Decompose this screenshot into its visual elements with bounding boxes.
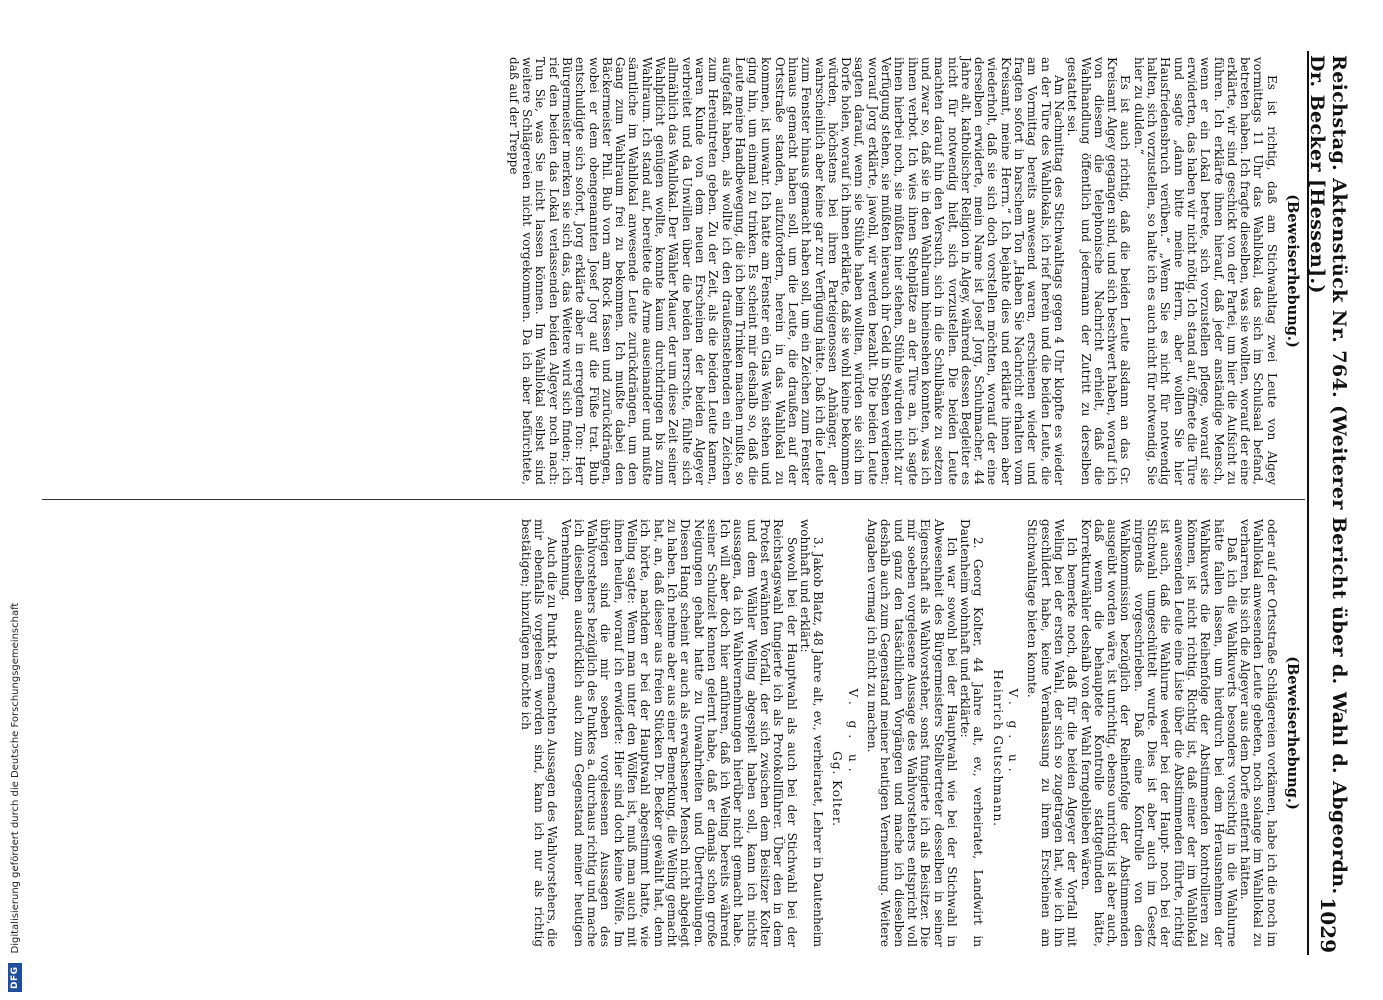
signature-formula: V. g. u. — [845, 688, 860, 778]
right-paragraph: Daß ich die Wahlkuverts besonders vorsichtig in die Wahlurne hätte fallen lassen, um hierdurch bei dem Herausnehmen der Wahlkuverts die Reihenfolge der Abstimmenden kontrollieren zu können, ist nicht richtig. Richtig ist, daß einer der im Wahllokal anwesenden Leute eine Liste über die Abstimmenden führte, richtig ist auch, daß die Wahlurne weder bei der Haupt- noch bei der Stichwahl umgeschüttelt wurde. Dies ist aber auch im Gesetz nirgends vorgeschrieben. Daß eine Kontrolle von den Wahlkommission bezüglich der Reihenfolge der Abstimmenden ausgeübt worden wäre, ist unrichtig, ebenso unrichtig ist aber auch, daß wenn die behauptete Kontrolle stattgefunden hätte, Korrekturwähler deshalb von der Wahl ferngeblieben wären. — [1078, 519, 1239, 947]
document-page — [30, 35, 1350, 965]
right-paragraph: oder auf der Ortsstraße Schlägereien vorkämen, habe ich die noch im Wahllokal anwesenden Leute gebeten, noch solange im Wahllokal zu verharren, bis sich die Algeyer aus dem Dorfe entfernt hätten. — [1238, 519, 1279, 947]
running-header — [1306, 55, 1350, 953]
right-paragraph: 3. Jakob Blatz, 48 Jahre alt, ev., verheiratet, Lehrer in Dautenheim wohnhaft und erklärt: — [797, 519, 826, 947]
signature-name: Gg. Kolter. — [830, 751, 845, 827]
left-column-heading: (Beweiserhebung.) — [1284, 194, 1301, 348]
signature-formula: V. g. u. — [1006, 688, 1021, 778]
right-paragraph: 2. Georg Kolter, 44 Jahre alt, ev., verheiratet, Landwirt in Dautenheim wohnhaft und erklärte: — [958, 519, 986, 947]
left-paragraph: Es ist richtig, daß am Stichwahltag zwei Leute von Algey vormittags 11 Uhr das Wahllokal, das sich im Schulsaal befand, betreten haben. Ich fragte dieselben, was sie wollten, worauf der eine erklärte, wir sind geschickt von der Partei, um hier die Aufsicht zu führen. Ich erklärte ihnen hierauf, daß jeder anständige Mensch, wenn er ein Lokal betrete, sich vorzustellen pflege, worauf sie erwiderten, das haben wir nicht nötig. Ich stand auf, öffnete die Türe und sagte „dann bitte meine Herrn, aber wollen Sie hier Hausfriedensbruch verüben.“ „Wenn Sie es nicht für notwendig halten, sich vorzustellen, so halte ich es auch nicht für notwendig, Sie hier zu dulden.“ — [1131, 57, 1279, 485]
right-column — [518, 519, 1305, 947]
right-paragraph: Ich bemerke noch, daß für die beiden Algeyer der Vorfall mit Weling bei der ersten Wahl, der sich so zugetragen hat, wie ich ihn geschildert habe, keine Veranlassung zu ihrem Erscheinen am Stichwahltage bieten konnte. — [1025, 519, 1080, 947]
dfg-logo: DFG — [8, 963, 22, 992]
signature-name: Heinrich Gutschmann. — [990, 669, 1005, 827]
right-column-heading: (Beweiserhebung.) — [1284, 656, 1301, 810]
footer — [0, 0, 30, 1000]
page-number: 1029 — [1316, 897, 1340, 953]
header-title: Reichstag. Aktenstück Nr. 764. (Weiterer Bericht über d. Wahl d. Abgeordn. Dr. Becker [Hessen].) — [1306, 55, 1350, 895]
left-column — [506, 57, 1305, 485]
header-rule — [1307, 51, 1309, 955]
left-paragraph: Am Nachmittag des Stichwahltags gegen 4 Uhr klopfte es wieder an der Türe des Wahllokals, ich rief herein und die beiden Leute, die am Vormittag bereits anwesend waren, erschienen wieder und fragten sofort in barschem Ton „Haben Sie Nachricht erhalten vom Kreisamt, meine Herrn.“ Ich bejahte dies und erklärte ihnen aber wiederholt, daß sie sich doch vorstellen möchten, worauf der eine derselben erwiderte, mein Name ist Josef Jorg, Schuhmacher, 44 Jahre alt, katholischer Religion in Algey, während dessen Begleiter es nicht für notwendig hielt, sich vorzustellen. Die beiden Leute machten darauf hin den Versuch, sich in die Schulbänke zu setzen und zwar so, daß sie in den Wahlraum hineinsehen konnten, was ich ihnen verbot. Ich wies ihnen Stehplätze an der Türe an, ich sagte ihnen hierbei noch, sie müßten hier stehen, Stühle würden nicht zur Verfügung stehen, sie müßten hierauch ihr Geld in Stehen verdienen; worauf Jorg erklärte, jawohl, wir werden bezahlt. Die beiden Leute sagten darauf, wenn sie Stühle haben wollten, würden sie sich im Dorfe holen, worauf ich ihnen erklärte, daß sie wohl keine bekommen würden, höchstens bei ihren Parteigenossen Anhänger, der wahrscheinlich aber keine gar zur Verfügung hätte. Daß ich die Leute zum Fenster hinaus gemacht haben soll, um ein Zeichen zum Fenster hinaus gemacht haben soll, um die Leute, die draußen auf der Ortsstraße standen, aufzufordern, herein in das Wahllokal zu kommen, ist unwahr. Ich hatte am Fenster ein Glas Wein stehen und ging hin, um einmal zu trinken. Es scheint mir deshalb so, daß die Leute meine Handbewegung, die ich beim Trinken machen mußte, so aufgefaßt haben, als wollte ich den draußenstehenden ein Zeichen zum Hereintreten geben. Zu der Zeit, als die beiden Leute kamen, waren Kunde von dem neuen Erscheinen der beiden Algeyer verbreitet und da Unwillen über die beiden herrschte, fühlte sich allmählich das Wahllokal. Der Wähler Mauer, der um diese Zeit seiner Wahlpflicht genügen wollte, konnte kaum durchdringen bis zum Wahlraum. Ich stand auf, bereitete die Arme auseinander und mußte sämtliche im Wahllokal anwesende Leute zurückdrängen, um den Gang zum Wahlraum frei zu bekommen. Ich mußte dabei den Bäckermeister Phil. Bub vorn am Rock fassen und zurückdrängen, wobei er dem obengenannten Josef Jorg auf die Füße trat. Bub entschuldigte sich sofort, Jorg erklärte aber in erregtem Ton: Herr Bürgermeister merken sie sich das, das Weitere wird sich finden; ich rief den beiden das Lokal verlassenden beiden Algeyer noch nach: Tun Sie, was Sie nicht lassen können. Im Wahllokal selbst sind weitere Schlägereien nicht vorgekommen. Da ich aber befürchtete, daß auf der Treppe — [506, 57, 1066, 485]
right-paragraph: Sowohl bei der Hauptwahl als auch bei der Stichwahl bei der Reichstagswahl fungierte ich als Protokollführer. Über den in dem Protest erwähnten Vorfall, der sich zwischen dem Beisitzer Kolter und dem Wähler Weling abgespielt haben soll, kann ich nichts aussagen, da ich Wahlvernehmungen hierüber nicht gemacht habe. Ich will aber doch hier anführen, daß ich Weling bereits während seiner Schulzeit kennen gelernt habe, daß er damals schon große Neigungen gehabt hatte zu Unwahrheiten und Übertreibungen. Diesen Hang scheint er auch als erwachsener Mensch nicht abgelegt zu haben. Ich nehme aber aus einer Bemerkung, die Weling gemacht hat, an, daß dieser aus freien Stücken Dr. Becker gewählt hat, denn ich hörte, nachdem er bei der Hauptwahl abgestimmt hatte, wie Weling sagte: Wenn man unter den Wölfen ist, muß man auch mit ihnen heulen, worauf ich erwiderte: Hier sind doch keine Wölfe. Im übrigen sind die mir soeben vorgelesenen Aussagen des Wahlvorstehers bezüglich des Punktes a. durchaus richtig und mache ich dieselben ausdrücklich auch zum Gegenstand meiner heutigen Vernehmung. — [558, 519, 799, 947]
left-paragraph: Es ist auch richtig, daß die beiden Leute alsdann an das Gr. Kreisamt Algey gegangen sind, und sich beschwert haben, worauf ich von diesem die telephonische Nachricht erhielt, daß die Wahlhandlung öffentlich und jedermann der Zutritt zu derselben gestattet sei. — [1065, 57, 1133, 485]
right-paragraph: Ich war sowohl bei der Hauptwahl wie bei der Stichwahl in Abwesenheit des Bürgermeisters Stellvertreter desselben in seiner Eigenschaft als Wahlvorsteher, sonst fungierte ich als Beisitzer. Die mir soeben vorgelesene Aussage des Wahlvorstehers entspricht voll und ganz den tatsächlichen Vorgängen und mache ich dieselben deshalb auch zum Gegenstand meiner heutigen Vernehmung. Weitere Angaben vermag ich nicht zu machen. — [865, 519, 959, 947]
footer-credit: Digitalisierung gefördert durch die Deutsche Forschungsgemeinschaft — [9, 602, 21, 954]
right-paragraph: Auch die zu Punkt b. gemachten Aussagen des Wahlvorstehers, die mir ebenfalls vorgelesen worden sind, kann ich nur als richtig bestätigen; hinzufügen möchte ich — [518, 519, 560, 947]
column-divider — [42, 499, 1305, 500]
